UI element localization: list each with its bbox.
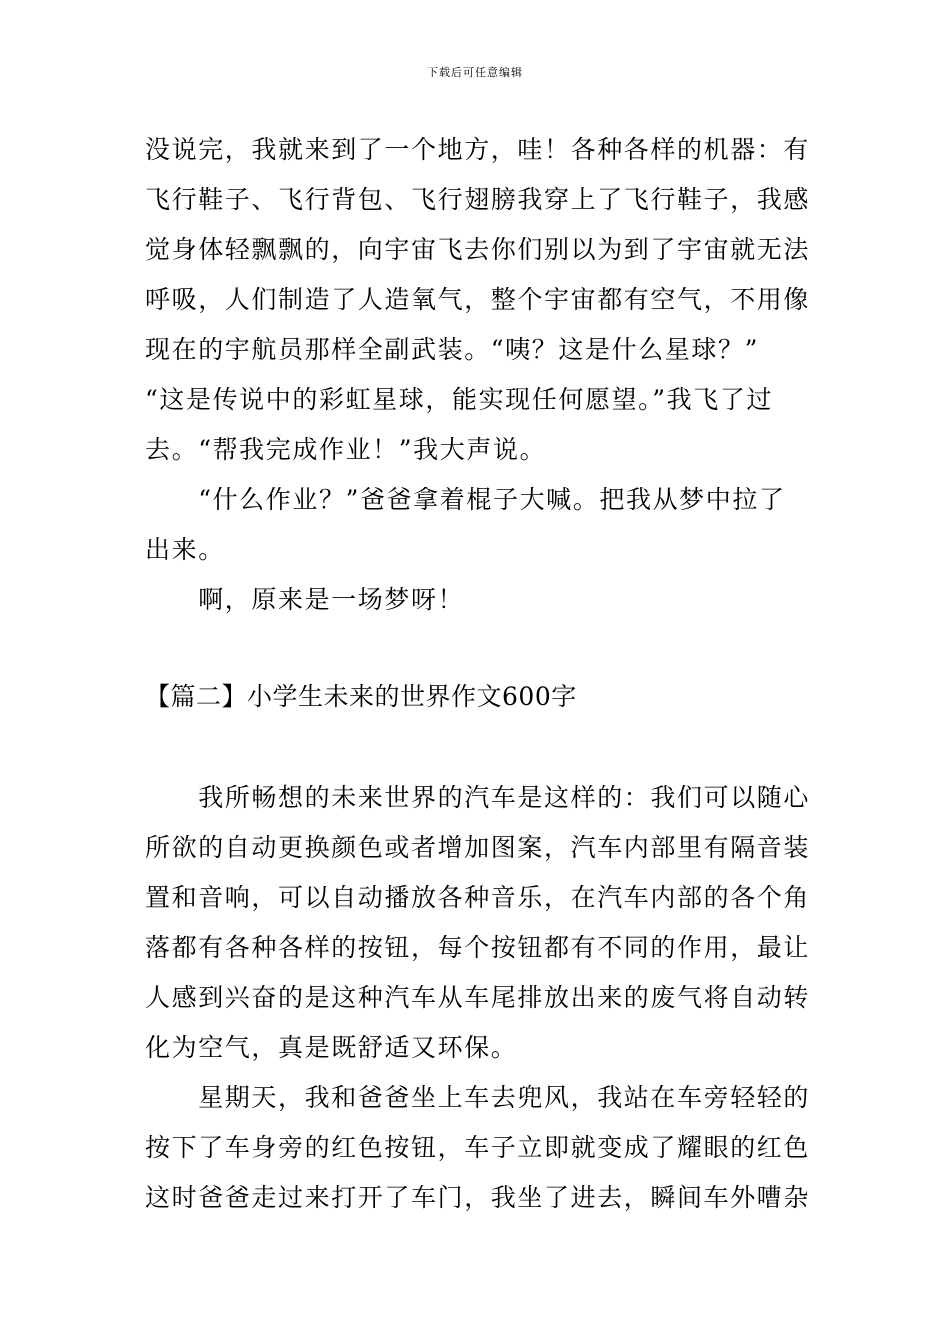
text-line: 出来。 [145, 535, 225, 564]
text-line: “什么作业？”爸爸拿着棍子大喊。把我从梦中拉了 [145, 485, 786, 514]
text-line: 化为空气，真是既舒适又环保。 [145, 1033, 518, 1062]
text-line: 按下了车身旁的红色按钮，车子立即就变成了耀眼的红色 [145, 1133, 811, 1162]
text-line: 现在的宇航员那样全副武装。“咦？这是什么星球？” [145, 335, 759, 364]
text-line: 呼吸，人们制造了人造氧气，整个宇宙都有空气，不用像 [145, 285, 811, 314]
text-line: 人感到兴奋的是这种汽车从车尾排放出来的废气将自动转 [145, 983, 811, 1012]
text-line: 置和音响，可以自动播放各种音乐，在汽车内部的各个角 [145, 883, 811, 912]
text-line: 所欲的自动更换颜色或者增加图案，汽车内部里有隔音装 [145, 833, 811, 862]
text-line: 星期天，我和爸爸坐上车去兜风，我站在车旁轻轻的 [145, 1083, 811, 1112]
section-heading: 【篇二】小学生未来的世界作文600字 [145, 682, 577, 711]
text-line: 这时爸爸走过来打开了车门，我坐了进去，瞬间车外嘈杂 [145, 1183, 811, 1212]
paragraph-block-2 [145, 773, 815, 1223]
text-line: 飞行鞋子、飞行背包、飞行翅膀我穿上了飞行鞋子，我感 [145, 185, 811, 214]
text-line: 我所畅想的未来世界的汽车是这样的：我们可以随心 [145, 783, 811, 812]
text-line: 觉身体轻飘飘的，向宇宙飞去你们别以为到了宇宙就无法 [145, 235, 811, 264]
text-line: 啊，原来是一场梦呀！ [145, 585, 465, 614]
text-line: 去。“帮我完成作业！”我大声说。 [145, 435, 547, 464]
text-line: 没说完，我就来到了一个地方，哇！各种各样的机器：有 [145, 135, 811, 164]
paragraph-block-1 [145, 125, 815, 625]
text-line: “这是传说中的彩虹星球，能实现任何愿望。”我飞了过 [145, 385, 774, 414]
page-header: 下载后可任意编辑 [427, 66, 523, 79]
text-line: 落都有各种各样的按钮，每个按钮都有不同的作用，最让 [145, 933, 811, 962]
